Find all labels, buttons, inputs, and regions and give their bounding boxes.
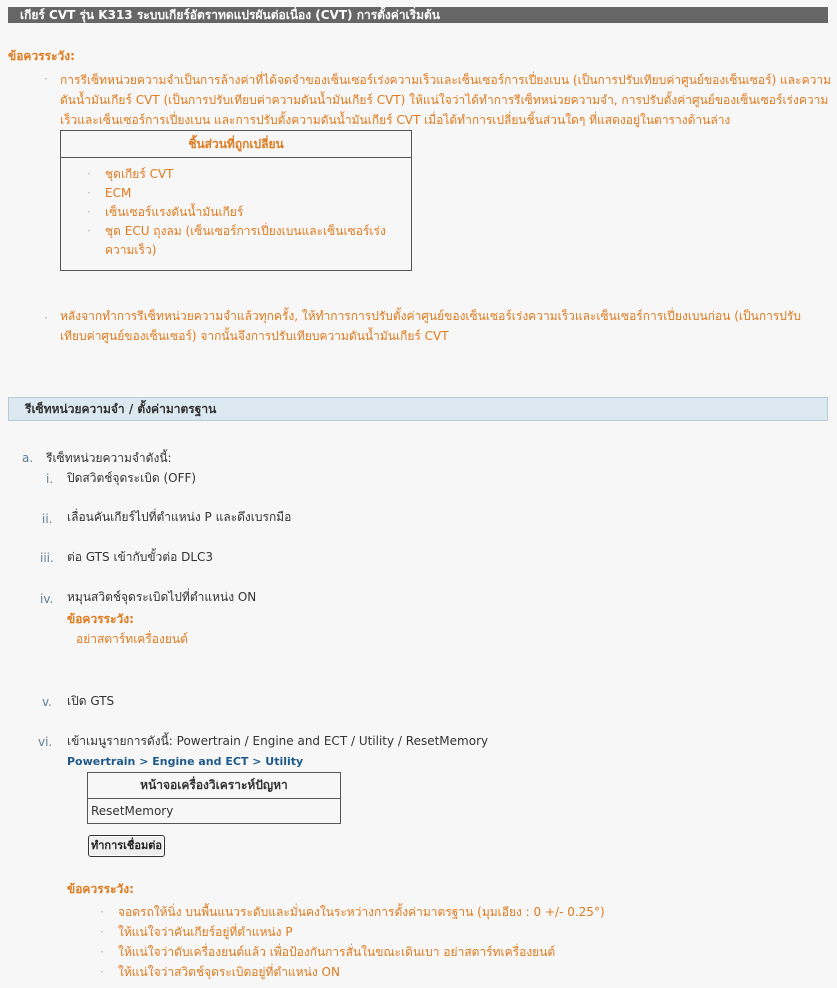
step-text: เปิด GTS bbox=[67, 694, 115, 708]
bullet-icon: · bbox=[87, 186, 91, 200]
list-item bbox=[87, 203, 386, 222]
step-text: รีเซ็ทหน่วยความจำดังนี้: bbox=[46, 451, 172, 465]
caution-paragraph-line: การรีเซ็ทหน่วยความจำเป็นการล้างค่าที่ได้จดจำของเซ็นเซอร์เร่งความเร็วและเซ็นเซอร์การเปี่ยงเบน (เป็นการปรับเทียบค่าศูนย์ของเซ็นเซอร์) และความ bbox=[60, 73, 832, 87]
list-item bbox=[100, 942, 605, 962]
step-text: หมุนสวิตช์จุดระเบิดไปที่ตำแหน่ง ON bbox=[67, 590, 257, 604]
bullet-icon: · bbox=[87, 167, 91, 181]
caution-item: ให้แน่ใจว่าดับเครื่องยนต์แล้ว เพื่อป้องกันการสั่นในขณะเดินเบา อย่าสตาร์ทเครื่องยนต์ bbox=[118, 945, 556, 959]
part-label: ชุดเกียร์ CVT bbox=[105, 167, 174, 181]
after-reset-paragraph bbox=[60, 306, 830, 346]
page-title: เกียร์ CVT รุ่น K313 ระบบเกียร์อัตราทดแปรผันต่อเนื่อง (CVT) การตั้งค่าเริ่มต้น bbox=[8, 7, 828, 23]
bullet-icon: · bbox=[100, 965, 104, 979]
caution-heading: ข้อควรระวัง: bbox=[8, 49, 75, 63]
diagnostic-screen-table bbox=[87, 772, 341, 824]
connect-button[interactable]: ทำการเชื่อมต่อ bbox=[88, 835, 165, 857]
caution-heading: ข้อควรระวัง: bbox=[67, 612, 134, 626]
bullet-icon: · bbox=[44, 311, 48, 325]
list-item bbox=[100, 902, 605, 922]
list-item bbox=[87, 241, 386, 260]
part-label: ECM bbox=[105, 186, 132, 200]
caution-text: อย่าสตาร์ทเครื่องยนต์ bbox=[76, 632, 188, 646]
step-text: ปิดสวิตช์จุดระเบิด (OFF) bbox=[67, 471, 197, 485]
bullet-icon: · bbox=[100, 945, 104, 959]
list-item bbox=[100, 922, 605, 942]
bullet-icon: · bbox=[100, 925, 104, 939]
caution-paragraph bbox=[60, 70, 830, 130]
step-marker: ii. bbox=[42, 512, 53, 526]
step-marker: v. bbox=[42, 695, 52, 709]
step-marker: iv. bbox=[40, 592, 54, 606]
diagnostic-screen-header: หน้าจอเครื่องวิเคราะห์ปัญหา bbox=[88, 773, 340, 799]
after-reset-line: เทียบค่าศูนย์ของเซ็นเซอร์) จากนั้นจึงการปรับเทียบความดันน้ำมันเกียร์ CVT bbox=[60, 329, 449, 343]
after-reset-line: หลังจากทำการรีเซ็ทหน่วยความจำแล้วทุกครั้ง, ให้ทำการการปรับตั้งค่าศูนย์ของเซ็นเซอร์เร่งความเร็วและเซ็นเซอร์การเปี่ยงเบนก่อน (เป็นการปรับ bbox=[60, 309, 801, 323]
bullet-icon: · bbox=[87, 205, 91, 219]
caution-item: ให้แน่ใจว่าสวิตช์จุดระเบิดอยู่ที่ตำแหน่ง ON bbox=[118, 965, 340, 979]
caution-item: จอดรถให้นิ่ง บนพื้นแนวระดับและมั่นคงในระหว่างการตั้งค่ามาตรฐาน (มุมเอียง : 0 +/- 0.25°) bbox=[118, 905, 605, 919]
list-item bbox=[87, 165, 386, 184]
step-marker: vi. bbox=[38, 735, 53, 749]
step-text: เลื่อนคันเกียร์ไปที่ตำแหน่ง P และดึงเบรกมือ bbox=[67, 510, 292, 524]
part-label: ชุด ECU ถุงลม (เซ็นเซอร์การเปี่ยงเบนและเซ็นเซอร์เร่ง bbox=[105, 224, 386, 238]
replaced-parts-list bbox=[87, 165, 386, 260]
caution-paragraph-line: ดันน้ำมันเกียร์ CVT (เป็นการปรับเทียบค่าความดันน้ำมันเกียร์ CVT) ให้แน่ใจว่าได้ทำการรีเซ็ทหน่วยความจำ, การปรับตั้งค่าศูนย์ของเซ็นเซอร์เร่งความ bbox=[60, 93, 829, 107]
bullet-icon: · bbox=[44, 72, 48, 86]
caution-item: ให้แน่ใจว่าคันเกียร์อยู่ที่ตำแหน่ง P bbox=[118, 925, 293, 939]
step-marker: a. bbox=[22, 451, 34, 465]
replaced-parts-header: ชิ้นส่วนที่ถูกเปลี่ยน bbox=[61, 131, 411, 158]
step-marker: iii. bbox=[40, 551, 54, 565]
step-marker: i. bbox=[46, 472, 54, 486]
section-header: รีเซ็ทหน่วยความจำ / ตั้งค่ามาตรฐาน bbox=[8, 397, 828, 421]
bullet-icon: · bbox=[100, 905, 104, 919]
caution-list bbox=[100, 902, 605, 982]
list-item bbox=[100, 962, 605, 982]
step-text: เข้าเมนูรายการดังนี้: Powertrain / Engine and ECT / Utility / ResetMemory bbox=[67, 734, 489, 748]
reset-memory-item: ResetMemory bbox=[91, 804, 174, 818]
caution-paragraph-line: เร็วและเซ็นเซอร์การเปี่ยงเบน และการปรับตั้งความดันน้ำมันเกียร์ CVT เมื่อได้ทำการเปลี่ยนชิ้นส่วนใดๆ ที่แสดงอยู่ในตารางด้านล่าง bbox=[60, 113, 731, 127]
part-label: เซ็นเซอร์แรงดันน้ำมันเกียร์ bbox=[105, 205, 244, 219]
bullet-icon: · bbox=[87, 224, 91, 238]
list-item bbox=[87, 184, 386, 203]
step-text: ต่อ GTS เข้ากับขั้วต่อ DLC3 bbox=[67, 550, 214, 564]
list-item bbox=[87, 222, 386, 241]
caution-heading: ข้อควรระวัง: bbox=[67, 882, 134, 896]
replaced-parts-table bbox=[60, 130, 412, 271]
breadcrumb: Powertrain > Engine and ECT > Utility bbox=[67, 755, 304, 768]
part-label: ความเร็ว) bbox=[105, 243, 157, 257]
